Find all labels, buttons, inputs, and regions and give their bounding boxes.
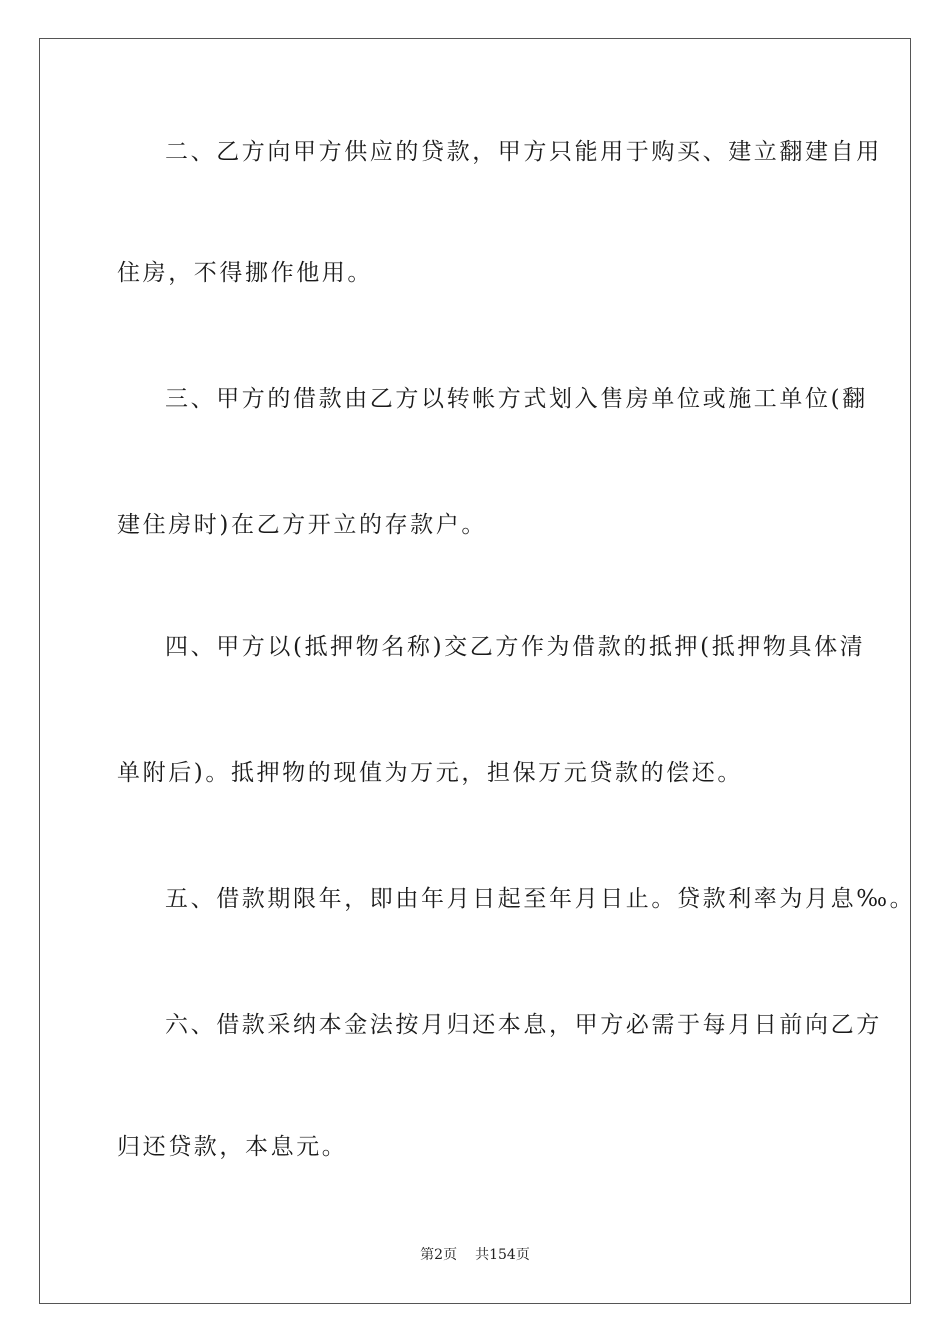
clause-5-line-1: 五、借款期限年，即由年月日起至年月日止。贷款利率为月息‰。	[165, 886, 916, 912]
clause-4-line-1: 四、甲方以(抵押物名称)交乙方作为借款的抵押(抵押物具体清	[165, 634, 866, 660]
page-footer	[0, 1246, 950, 1264]
clause-6-line-2: 归还贷款，本息元。	[117, 1134, 348, 1160]
page-number: 第2页	[420, 1247, 458, 1263]
clause-3-line-1: 三、甲方的借款由乙方以转帐方式划入售房单位或施工单位(翻	[165, 386, 868, 412]
clause-4-line-2: 单附后)。抵押物的现值为万元，担保万元贷款的偿还。	[117, 760, 743, 786]
total-pages: 共154页	[475, 1247, 530, 1263]
clause-3-line-2: 建住房时)在乙方开立的存款户。	[117, 512, 487, 538]
clause-2-line-2: 住房，不得挪作他用。	[117, 260, 373, 286]
page-frame	[39, 38, 916, 1304]
clause-2-line-1: 二、乙方向甲方供应的贷款，甲方只能用于购买、建立翻建自用	[165, 139, 882, 165]
clause-6-line-1: 六、借款采纳本金法按月归还本息，甲方必需于每月日前向乙方	[165, 1012, 882, 1038]
